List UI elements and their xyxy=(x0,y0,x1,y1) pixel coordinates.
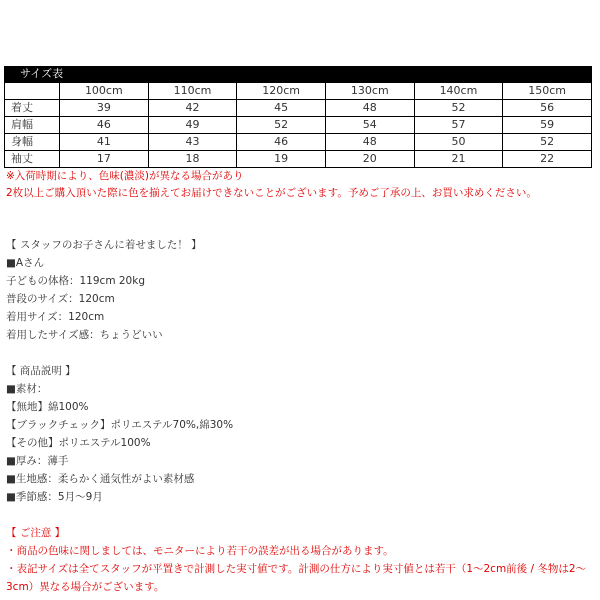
table-cell: 52 xyxy=(237,117,326,134)
staff-line: 子どもの体格：119cm 20kg xyxy=(6,275,145,287)
product-heading: 【 商品説明 】 xyxy=(6,365,76,377)
table-cell: 50 xyxy=(414,134,503,151)
table-cell: 43 xyxy=(148,134,237,151)
table-cell: 59 xyxy=(503,117,592,134)
table-cell: 56 xyxy=(503,100,592,117)
caution-line: ・表記サイズは全てスタッフが平置きで計測した実寸値です。計測の仕方により実寸値とは若干（1〜2cm前後 / 冬物は2〜 xyxy=(6,563,587,575)
size-header-row xyxy=(5,83,592,100)
caution-line: ・商品の色味に関しましては、モニターにより若干の誤差が出る場合があります。 xyxy=(6,545,394,557)
table-row xyxy=(5,134,592,151)
staff-line: 着用したサイズ感：ちょうどいい xyxy=(6,329,163,341)
table-cell: 46 xyxy=(237,134,326,151)
product-line: ■季節感：5月〜9月 xyxy=(6,491,103,503)
table-cell: 21 xyxy=(414,151,503,168)
size-header-corner xyxy=(5,83,60,100)
size-info-sheet xyxy=(4,66,592,596)
size-header-cell: 130cm xyxy=(325,83,414,100)
table-cell: 45 xyxy=(237,100,326,117)
table-cell: 52 xyxy=(503,134,592,151)
size-table xyxy=(4,82,592,168)
table-cell: 57 xyxy=(414,117,503,134)
table-cell: 18 xyxy=(148,151,237,168)
staff-line: ■Aさん xyxy=(6,257,45,269)
staff-heading: 【 スタッフのお子さんに着せました！ 】 xyxy=(6,239,202,251)
staff-section xyxy=(4,236,592,344)
product-line: 【ブラックチェック】ポリエステル70%,綿30% xyxy=(6,419,234,431)
row-label: 肩幅 xyxy=(5,117,60,134)
table-row xyxy=(5,151,592,168)
table-row xyxy=(5,100,592,117)
caution-line: 3cm）異なる場合がございます。 xyxy=(6,581,165,593)
staff-line: 着用サイズ：120cm xyxy=(6,311,105,323)
table-cell: 49 xyxy=(148,117,237,134)
table-cell: 48 xyxy=(325,100,414,117)
table-cell: 17 xyxy=(60,151,149,168)
table-cell: 39 xyxy=(60,100,149,117)
product-section xyxy=(4,362,592,506)
color-matching-note: 2枚以上ご購入頂いた際に色を揃えてお届けできないことがございます。予めご了承の上、お買い求めください。 xyxy=(6,187,537,199)
caution-heading: 【 ご注意 】 xyxy=(6,527,66,539)
product-line: ■素材： xyxy=(6,383,48,395)
table-cell: 19 xyxy=(237,151,326,168)
table-cell: 46 xyxy=(60,117,149,134)
table-cell: 42 xyxy=(148,100,237,117)
table-cell: 22 xyxy=(503,151,592,168)
size-header-cell: 150cm xyxy=(503,83,592,100)
table-cell: 41 xyxy=(60,134,149,151)
size-header-cell: 140cm xyxy=(414,83,503,100)
table-cell: 52 xyxy=(414,100,503,117)
staff-line: 普段のサイズ：120cm xyxy=(6,293,115,305)
size-header-cell: 100cm xyxy=(60,83,149,100)
size-header-cell: 110cm xyxy=(148,83,237,100)
size-header-cell: 120cm xyxy=(237,83,326,100)
product-line: ■厚み：薄手 xyxy=(6,455,69,467)
table-cell: 20 xyxy=(325,151,414,168)
product-line: ■生地感：柔らかく通気性がよい素材感 xyxy=(6,473,195,485)
table-row xyxy=(5,117,592,134)
row-label: 袖丈 xyxy=(5,151,60,168)
size-table-title: サイズ表 xyxy=(4,66,592,82)
table-cell: 54 xyxy=(325,117,414,134)
product-line: 【無地】綿100% xyxy=(6,401,89,413)
color-variance-note: ※入荷時期により、色味(濃淡)が異なる場合があり xyxy=(6,170,244,182)
caution-section xyxy=(4,524,592,596)
table-cell: 48 xyxy=(325,134,414,151)
product-line: 【その他】ポリエステル100% xyxy=(6,437,151,449)
row-label: 着丈 xyxy=(5,100,60,117)
row-label: 身幅 xyxy=(5,134,60,151)
